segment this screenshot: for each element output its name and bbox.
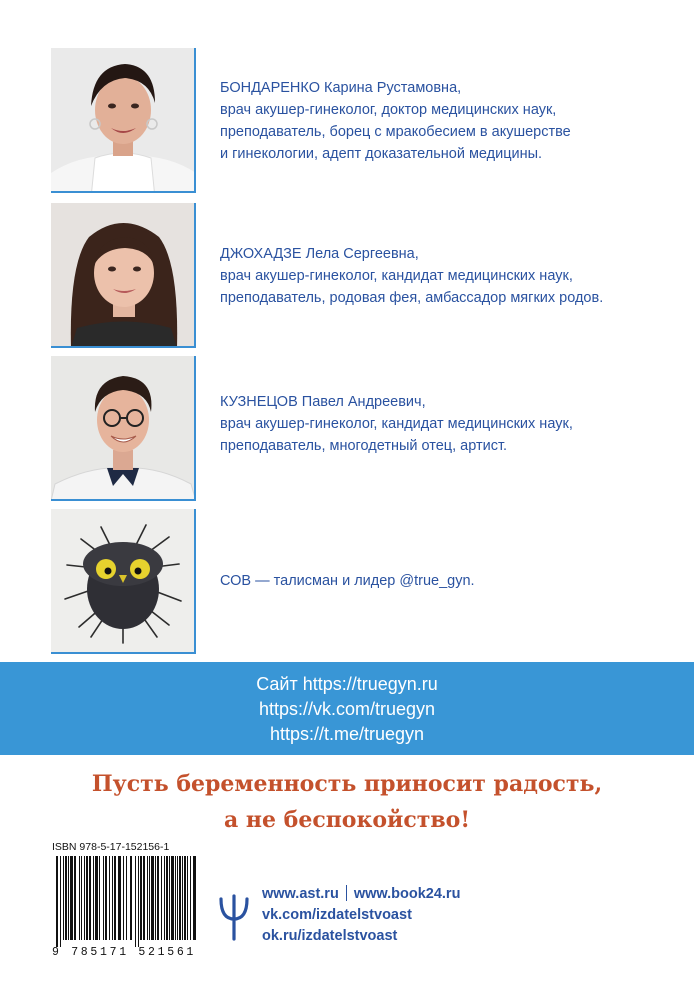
links-block <box>0 672 694 747</box>
author-photo-bondarenko <box>51 48 196 193</box>
isbn: ISBN 978-5-17-152156-1 <box>52 841 170 853</box>
vk-link[interactable]: https://vk.com/truegyn <box>258 699 436 719</box>
divider <box>346 885 347 901</box>
barcode-icon <box>52 856 202 947</box>
author-bio-line: преподаватель, родовая фея, амбассадор мягких родов. <box>220 290 604 306</box>
vk-publisher-link[interactable]: vk.com/izdatelstvoast <box>262 907 412 923</box>
author-bio-dzhokhadze <box>220 243 660 309</box>
barcode-number: 9 785171 521561 <box>52 946 197 959</box>
ast-site-link[interactable]: www.ast.ru <box>262 886 339 902</box>
slogan-line: Пусть беременность приносит радость, <box>91 771 603 797</box>
telegram-link[interactable]: https://t.me/truegyn <box>269 724 425 744</box>
book24-site-link[interactable]: www.book24.ru <box>353 886 461 902</box>
publisher-sites <box>262 884 460 947</box>
owl-mascot-caption <box>220 570 660 592</box>
author-bio-line: и гинекологии, адепт доказательной медицины. <box>220 146 543 162</box>
author-bio-line: врач акушер-гинеколог, кандидат медицинских наук, <box>220 268 573 284</box>
owl-mascot-photo <box>51 509 196 654</box>
author-bio-line: врач акушер-гинеколог, кандидат медицинских наук, <box>220 416 573 432</box>
author-name: ДЖОХАДЗЕ Лела Сергеевна, <box>220 246 419 262</box>
author-bio-line: преподаватель, борец с мракобесием в акушерстве <box>220 124 571 140</box>
ok-publisher-link[interactable]: ok.ru/izdatelstvoast <box>262 928 398 944</box>
author-photo-dzhokhadze <box>51 203 196 348</box>
author-photo-kuznetsov <box>51 356 196 501</box>
author-bio-bondarenko <box>220 77 660 165</box>
author-bio-kuznetsov <box>220 391 660 457</box>
site-link[interactable]: Сайт https://truegyn.ru <box>256 674 438 694</box>
author-bio-line: преподаватель, многодетный отец, артист. <box>220 438 508 454</box>
slogan <box>0 766 694 838</box>
author-bio-line: врач акушер-гинеколог, доктор медицинских наук, <box>220 102 557 118</box>
author-name: КУЗНЕЦОВ Павел Андреевич, <box>220 394 426 410</box>
ast-logo-icon <box>218 893 250 941</box>
mascot-text: СОВ — талисман и лидер @true_gyn. <box>220 573 475 589</box>
slogan-line: а не беспокойство! <box>223 807 471 833</box>
author-name: БОНДАРЕНКО Карина Рустамовна, <box>220 80 462 96</box>
